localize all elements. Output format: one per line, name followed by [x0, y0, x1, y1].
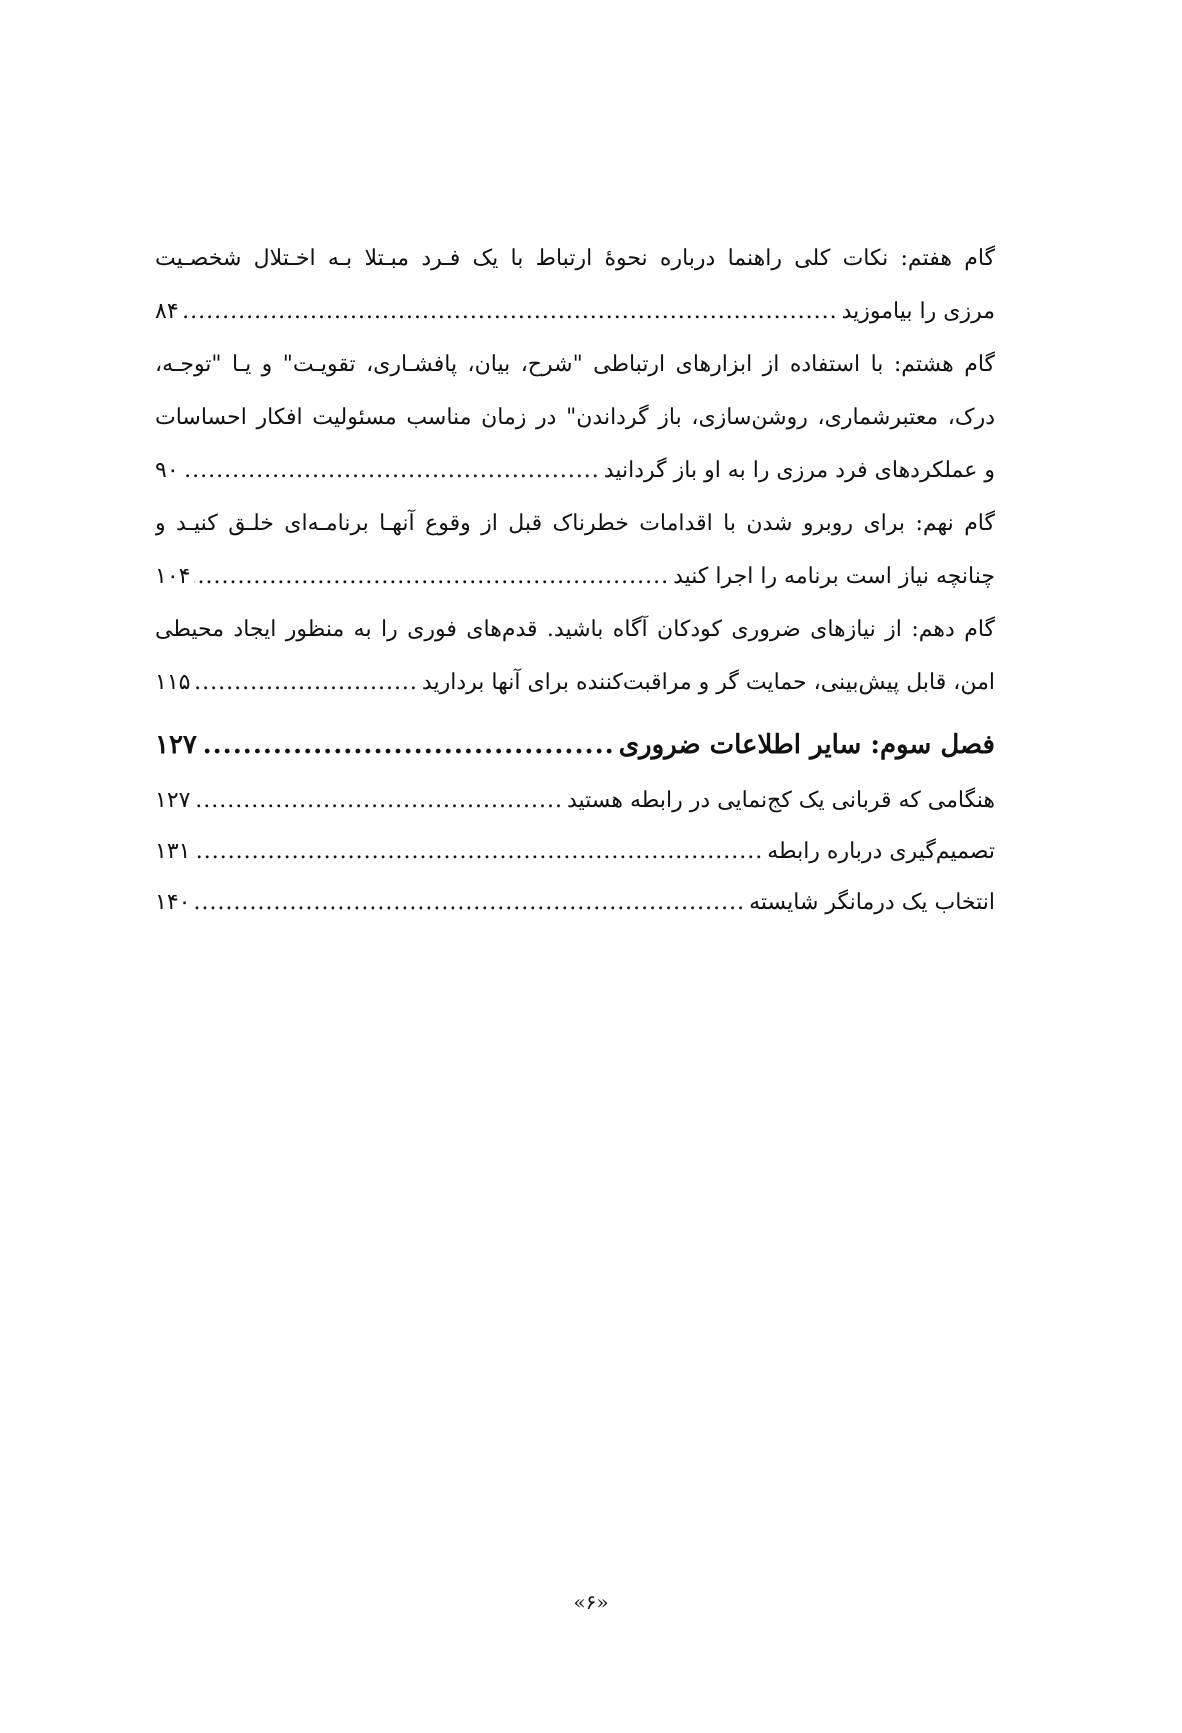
toc-entry-step-9[interactable] [155, 497, 995, 603]
page-number: ۸۴ [155, 299, 179, 324]
toc-sub-entry[interactable] [155, 826, 995, 877]
page-number: ۹۰ [155, 458, 179, 483]
page-number: ۱۲۷ [155, 730, 197, 760]
toc-entry-line: گام نهم: برای روبرو شدن با اقدامات خطرناک قبل از وقوع آنهـا برنامـه‌ای خلـق کنیـد و [155, 511, 995, 536]
toc-entry-text: مرزی را بیاموزید [841, 299, 995, 324]
toc-entry-step-7[interactable] [155, 232, 995, 338]
dot-leader [194, 877, 745, 928]
toc-entry-step-10[interactable] [155, 603, 995, 709]
page-footer-number: «۶» [573, 1590, 609, 1614]
dot-leader [183, 444, 600, 497]
dot-leader [194, 826, 763, 877]
toc-entry-line: درک، معتبرشماری، روشن‌سازی، باز گرداندن" در زمان مناسب مسئولیت افکار احساسات [155, 405, 995, 430]
dot-leader [194, 656, 417, 709]
dot-leader [194, 550, 669, 603]
toc-entry-text: و عملکردهای فرد مرزی را به او باز گردانید [603, 458, 995, 483]
toc-entry-text: امن، قابل پیش‌بینی، حمایت گر و مراقبت‌کننده برای آنها بردارید [421, 670, 995, 695]
toc-entry-text: انتخاب یک درمانگر شایسته [749, 890, 995, 915]
toc-entry-line: گام هشتم: با استفاده از ابزارهای ارتباطی "شرح، بیان، پافشـاری، تقویـت" و یـا "توجـه، [155, 352, 995, 377]
toc-entry-text: تصمیم‌گیری درباره رابطه [767, 839, 995, 864]
page-number: ۱۲۷ [155, 788, 191, 813]
toc-sub-entry[interactable] [155, 877, 995, 928]
toc-entry-last-line [155, 550, 995, 603]
page-number: ۱۰۴ [155, 564, 191, 589]
toc-entry-last-line [155, 444, 995, 497]
toc-entry-step-8[interactable] [155, 338, 995, 497]
dot-leader [183, 285, 838, 338]
toc-sub-entry[interactable] [155, 775, 995, 826]
toc-entry-line: گام هفتم: نکات کلی راهنما درباره نحوۀ ارتباط با یک فـرد مبـتلا بـه اخـتلال شخصـیت [155, 246, 995, 271]
toc-entry-last-line [155, 656, 995, 709]
page-number: ۱۳۱ [155, 839, 191, 864]
dot-leader [201, 715, 615, 775]
dot-leader [194, 775, 563, 826]
toc-entry-text: چنانچه نیاز است برنامه را اجرا کنید [673, 564, 995, 589]
page-number: ۱۱۵ [155, 670, 191, 695]
chapter-title: فصل سوم: سایر اطلاعات ضروری [618, 730, 995, 760]
toc-entry-text: هنگامی که قربانی یک کج‌نمایی در رابطه هستید [566, 788, 995, 813]
toc-chapter-3[interactable] [155, 715, 995, 775]
page-number: ۱۴۰ [155, 890, 191, 915]
table-of-contents [155, 232, 995, 928]
toc-entry-last-line [155, 285, 995, 338]
toc-entry-line: گام دهم: از نیازهای ضروری کودکان آگاه باشید. قدم‌های فوری را به منظور ایجاد محیطی [155, 617, 995, 642]
